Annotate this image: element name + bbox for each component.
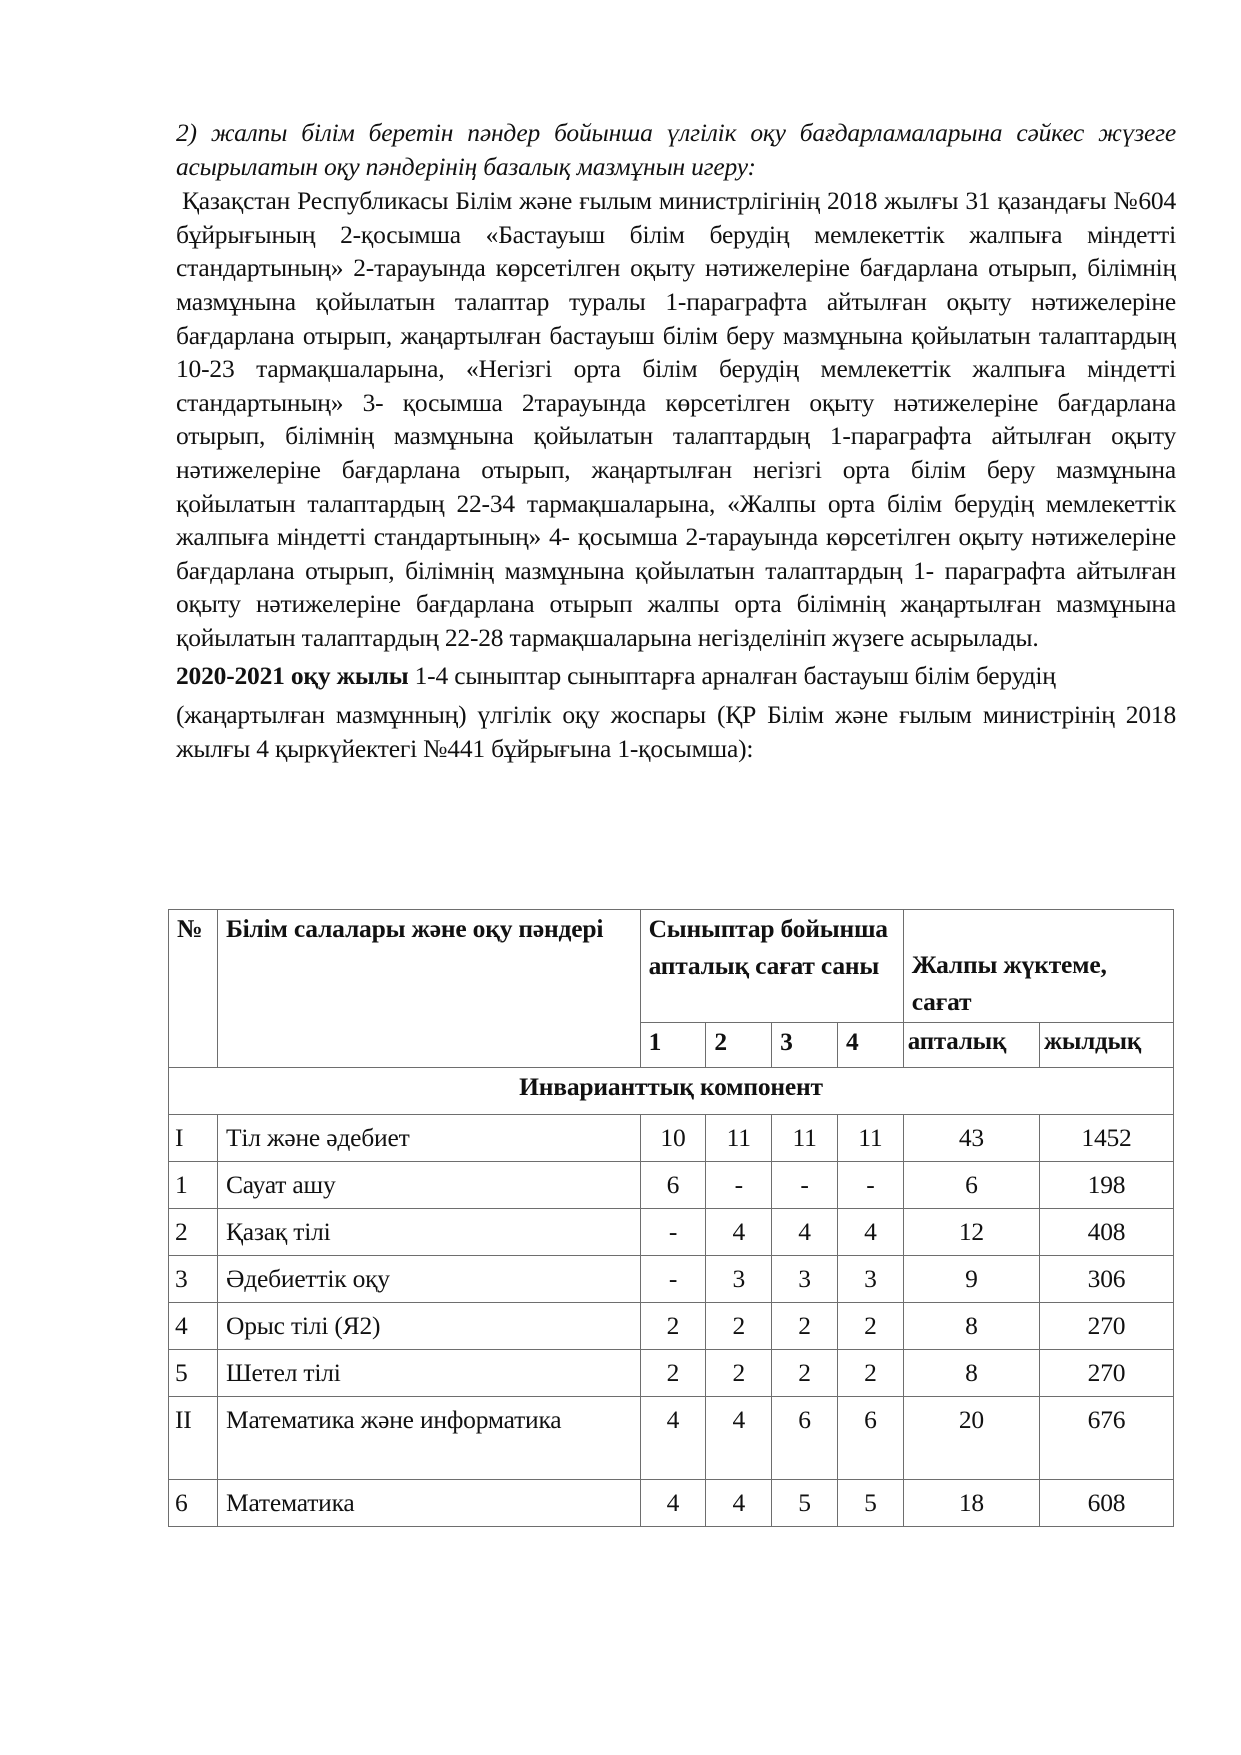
curriculum-table	[168, 909, 1174, 1527]
row-grade-1: -	[640, 1209, 706, 1256]
row-grade-1: 10	[640, 1115, 706, 1162]
section-row	[169, 1068, 1174, 1115]
header-grade-2: 2	[706, 1023, 772, 1068]
table-row	[169, 1480, 1174, 1527]
table-row	[169, 1350, 1174, 1397]
plan-title-rest: 1-4 сыныптар сыныптарға арналған бастауыш білім берудің	[408, 660, 1056, 690]
header-grades-group: Сыныптар бойынша апталық сағат саны	[640, 910, 903, 1023]
row-grade-3: 4	[772, 1209, 838, 1256]
header-grade-1: 1	[640, 1023, 706, 1068]
row-grade-4: 11	[837, 1115, 903, 1162]
row-grade-3: 11	[772, 1115, 838, 1162]
row-grade-2: -	[706, 1162, 772, 1209]
row-subject: Орыс тілі (Я2)	[217, 1303, 640, 1350]
row-grade-3: -	[772, 1162, 838, 1209]
row-yearly-total: 676	[1039, 1397, 1173, 1480]
header-weekly: апталық	[903, 1023, 1039, 1068]
row-subject: Әдебиеттік оқу	[217, 1256, 640, 1303]
row-subject: Қазақ тілі	[217, 1209, 640, 1256]
plan-title-paragraph	[176, 659, 1176, 693]
plan-title-bold: 2020-2021 оқу жылы	[176, 660, 409, 690]
intro-italic-paragraph: 2) жалпы білім беретін пәндер бойынша үлгілік оқу бағдарламаларына сәйкес жүзеге асырылатын оқу пәндерінің базалық мазмұнын игеру:	[176, 118, 1176, 181]
row-number: I	[169, 1115, 218, 1162]
row-grade-3: 5	[772, 1480, 838, 1527]
body-paragraph: Қазақстан Республикасы Білім және ғылым министрлігінің 2018 жылғы 31 қазандағы №604 бұйрығының 2-қосымша «Бастауыш білім берудің мемлекеттік жалпыға міндетті стандартының» 2-тарауында көрсетілген оқыту нәтижелеріне бағдарлана отырып, білімнің мазмұнына қойылатын талаптар туралы 1-параграфта айтылған оқыту нәтижелеріне бағдарлана отырып, жаңартылған бастауыш білім беру мазмұнына қойылатын талаптардың 10-23 тармақшаларына, «Негізгі орта білім берудің мемлекеттік жалпыға міндетті стандартының» 3- қосымша 2тарауында көрсетілген оқыту нәтижелеріне бағдарлана отырып, білімнің мазмұнына қойылатын талаптардың 1-параграфта айтылған оқыту нәтижелеріне бағдарлана отырып, жаңартылған негізгі орта білім беру мазмұнына қойылатын талаптардың 22-34 тармақшаларына, «Жалпы орта білім берудің мемлекеттік жалпыға міндетті стандартының» 4- қосымша 2-тарауында көрсетілген оқыту нәтижелеріне бағдарлана отырып, білімнің мазмұнына қойылатын талаптардың 1- параграфта айтылған оқыту нәтижелеріне бағдарлана отырып жалпы орта білімнің жаңартылған мазмұнына қойылатын талаптардың 22-28 тармақшаларына негізделініп жүзеге асырылады.	[176, 186, 1176, 652]
header-subjects: Білім салалары және оқу пәндері	[217, 910, 640, 1068]
row-grade-4: 2	[837, 1303, 903, 1350]
row-grade-4: 6	[837, 1397, 903, 1480]
row-grade-2: 3	[706, 1256, 772, 1303]
row-subject: Сауат ашу	[217, 1162, 640, 1209]
row-weekly-total: 18	[903, 1480, 1039, 1527]
row-grade-2: 2	[706, 1303, 772, 1350]
table-row	[169, 1162, 1174, 1209]
row-number: 3	[169, 1256, 218, 1303]
table-header-row	[169, 910, 1174, 1023]
row-subject: Математика	[217, 1480, 640, 1527]
table-row	[169, 1209, 1174, 1256]
row-weekly-total: 43	[903, 1115, 1039, 1162]
row-number: II	[169, 1397, 218, 1480]
row-subject: Шетел тілі	[217, 1350, 640, 1397]
row-yearly-total: 306	[1039, 1256, 1173, 1303]
table-row	[169, 1303, 1174, 1350]
row-grade-4: 3	[837, 1256, 903, 1303]
row-grade-1: 4	[640, 1480, 706, 1527]
table-row	[169, 1115, 1174, 1162]
header-number: №	[169, 910, 218, 1068]
row-number: 4	[169, 1303, 218, 1350]
row-grade-4: -	[837, 1162, 903, 1209]
row-grade-2: 2	[706, 1350, 772, 1397]
row-grade-4: 4	[837, 1209, 903, 1256]
row-grade-2: 4	[706, 1209, 772, 1256]
row-grade-4: 2	[837, 1350, 903, 1397]
row-grade-3: 6	[772, 1397, 838, 1480]
row-yearly-total: 1452	[1039, 1115, 1173, 1162]
row-grade-2: 4	[706, 1480, 772, 1527]
row-weekly-total: 8	[903, 1350, 1039, 1397]
row-grade-2: 11	[706, 1115, 772, 1162]
plan-subtitle-paragraph: (жаңартылған мазмұнның) үлгілік оқу жоспары (ҚР Білім және ғылым министрінің 2018 жылғы 4 қыркүйектегі №441 бұйрығына 1-қосымша):	[176, 700, 1176, 763]
row-yearly-total: 408	[1039, 1209, 1173, 1256]
row-subject: Математика және информатика	[217, 1397, 640, 1480]
header-total-group: Жалпы жүктеме, сағат	[903, 910, 1173, 1023]
section-title: Инварианттық компонент	[169, 1068, 1174, 1115]
row-grade-3: 2	[772, 1350, 838, 1397]
row-number: 6	[169, 1480, 218, 1527]
document-page	[176, 116, 1176, 765]
row-grade-1: 4	[640, 1397, 706, 1480]
row-grade-3: 2	[772, 1303, 838, 1350]
row-weekly-total: 20	[903, 1397, 1039, 1480]
row-yearly-total: 270	[1039, 1350, 1173, 1397]
row-number: 2	[169, 1209, 218, 1256]
header-grade-4: 4	[837, 1023, 903, 1068]
header-grade-3: 3	[772, 1023, 838, 1068]
row-grade-1: 2	[640, 1303, 706, 1350]
table-row	[169, 1256, 1174, 1303]
header-yearly: жылдық	[1039, 1023, 1173, 1068]
row-weekly-total: 6	[903, 1162, 1039, 1209]
row-weekly-total: 12	[903, 1209, 1039, 1256]
row-grade-2: 4	[706, 1397, 772, 1480]
row-grade-4: 5	[837, 1480, 903, 1527]
row-number: 5	[169, 1350, 218, 1397]
row-grade-3: 3	[772, 1256, 838, 1303]
row-yearly-total: 270	[1039, 1303, 1173, 1350]
row-subject: Тіл және әдебиет	[217, 1115, 640, 1162]
row-grade-1: 6	[640, 1162, 706, 1209]
row-weekly-total: 9	[903, 1256, 1039, 1303]
row-yearly-total: 198	[1039, 1162, 1173, 1209]
table-row	[169, 1397, 1174, 1480]
row-number: 1	[169, 1162, 218, 1209]
row-yearly-total: 608	[1039, 1480, 1173, 1527]
row-grade-1: 2	[640, 1350, 706, 1397]
row-weekly-total: 8	[903, 1303, 1039, 1350]
row-grade-1: -	[640, 1256, 706, 1303]
